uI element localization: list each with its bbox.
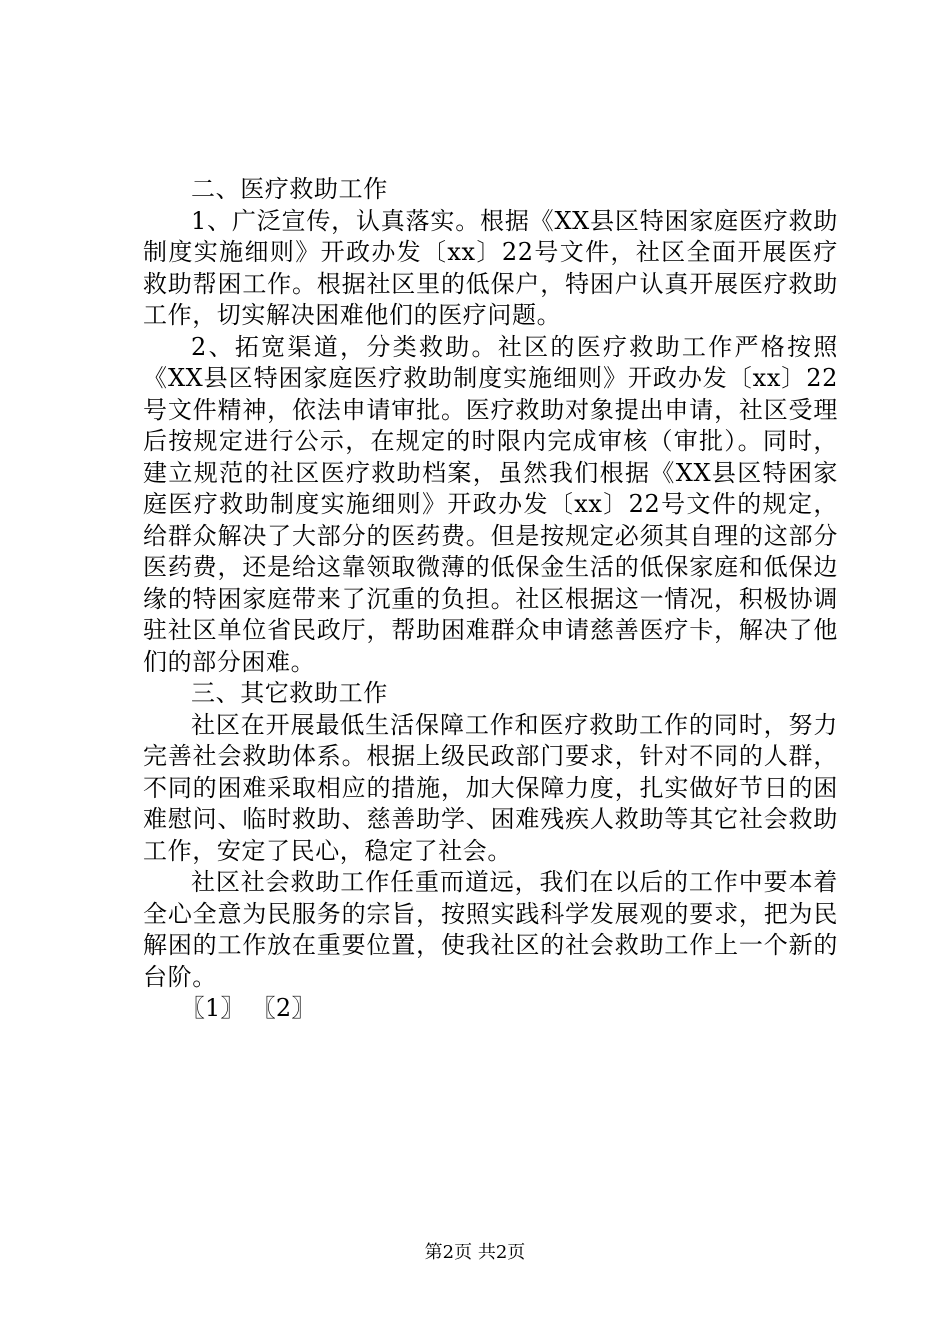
page-footer: 第2页 共2页 [424, 1242, 526, 1263]
paragraph-publicity: 1、广泛宣传，认真落实。根据《XX县区特困家庭医疗救助制度实施细则》开政办发〔xx〕22号文件，社区全面开展医疗救助帮困工作。根据社区里的低保户，特困户认真开展医疗救助工作，切实解决困难他们的医疗问题。 [143, 206, 838, 329]
page-link-1[interactable]: 〖1〗 [181, 994, 245, 1022]
paragraph-other-aid: 社区在开展最低生活保障工作和医疗救助工作的同时，努力完善社会救助体系。根据上级民政部门要求，针对不同的人群，不同的困难采取相应的措施，加大保障力度，扎实做好节日的困难慰问、临时救助、慈善助学、困难残疾人救助等其它社会救助工作，安定了民心，稳定了社会。 [143, 710, 838, 865]
document-body [143, 174, 838, 1025]
paragraph-closing: 社区社会救助工作任重而道远，我们在以后的工作中要本着全心全意为民服务的宗旨，按照实践科学发展观的要求，把为民解困的工作放在重要位置，使我社区的社会救助工作上一个新的台阶。 [143, 868, 838, 991]
section-heading-other-aid: 三、其它救助工作 [191, 679, 388, 707]
page-link-2[interactable]: 〖2〗 [251, 994, 316, 1022]
page-links [143, 993, 838, 1025]
paragraph-channels: 2、拓宽渠道，分类救助。社区的医疗救助工作严格按照《XX县区特困家庭医疗救助制度实施细则》开政办发〔xx〕22号文件精神，依法申请审批。医疗救助对象提出申请，社区受理后按规定进行公示，在规定的时限内完成审核（审批）。同时，建立规范的社区医疗救助档案，虽然我们根据《XX县区特困家庭医疗救助制度实施细则》开政办发〔xx〕22号文件的规定，给群众解决了大部分的医药费。但是按规定必须其自理的这部分医药费，还是给这靠领取微薄的低保金生活的低保家庭和低保边缘的特困家庭带来了沉重的负担。社区根据这一情况，积极协调驻社区单位省民政厅，帮助困难群众申请慈善医疗卡，解决了他们的部分困难。 [143, 332, 838, 676]
section-heading-medical-aid: 二、医疗救助工作 [191, 175, 388, 203]
